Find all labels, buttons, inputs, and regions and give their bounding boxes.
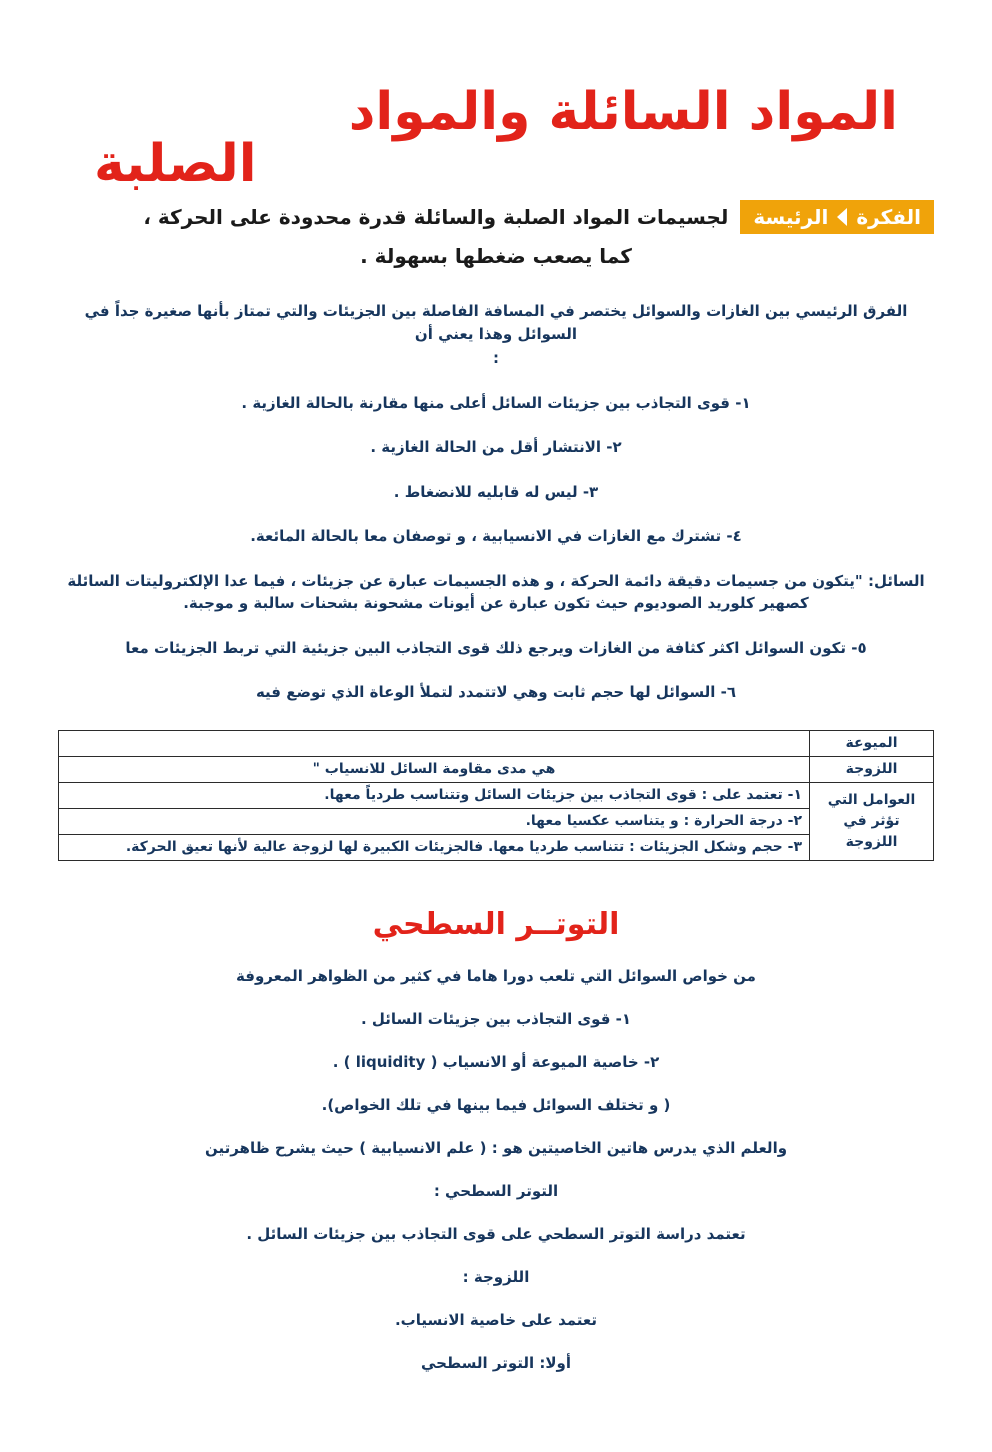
intro-colon-line: : <box>493 349 499 367</box>
surface-paragraph-4: ( و تختلف السوائل فيما بينها في تلك الخواص). <box>321 1095 671 1114</box>
row-value-factor-2: ٢- درجة الحرارة : و يتناسب عكسيا معها. <box>59 808 810 834</box>
row-value-factor-3: ٣- حجم وشكل الجزيئات : تتناسب طرديا معها. فالجزيئات الكبيرة لها لزوجة عالية لأنها تعيق الحركة. <box>59 834 810 860</box>
surface-paragraph-1: من خواص السوائل التي تلعب دورا هاما في كثير من الظواهر المعروفة <box>236 966 756 985</box>
table-row <box>59 756 934 782</box>
surface-paragraph-9: تعتمد على خاصية الانسياب. <box>394 1310 598 1329</box>
row-label-viscosity: اللزوجة <box>810 756 934 782</box>
document-title <box>94 82 898 194</box>
list-item-4: ٤- تشترك مع الغازات في الانسيابية ، و توصفان معا بالحالة المائعة. <box>250 527 742 545</box>
list-item-5: ٥- تكون السوائل اكثر كثافة من الغازات ويرجع ذلك قوى التجاذب البين جزيئية التي تربط الجزيئات معا <box>125 638 867 657</box>
surface-paragraph-5: والعلم الذي يدرس هاتين الخاصيتين هو : ( علم الانسيابية ) حيث يشرح ظاهرتين <box>204 1138 788 1157</box>
table-row <box>59 730 934 756</box>
surface-tension-heading: التوتــر السطحي <box>372 906 620 942</box>
main-idea-text-line2: كما يصعب ضغطها بسهولة . <box>360 244 632 268</box>
surface-paragraph-6: التوتر السطحي : <box>433 1181 559 1200</box>
table-row <box>59 808 934 834</box>
viscosity-table <box>58 730 934 861</box>
list-item-3: ٣- ليس له قابليه للانضغاط . <box>393 482 599 501</box>
row-value-fluidity <box>59 730 810 756</box>
surface-paragraph-7: تعتمد دراسة التوتر السطحي على قوى التجاذب بين جزيئات السائل . <box>246 1224 746 1243</box>
surface-paragraph-10: أولا: التوتر السطحي <box>421 1353 571 1372</box>
list-item-1: ١- قوى التجاذب بين جزيئات السائل أعلى منها مقارنة بالحالة الغازية . <box>241 393 751 412</box>
badge-word-first: الفكرة <box>856 205 921 229</box>
row-label-factors: العوامل التي تؤثر في اللزوجة <box>810 782 934 860</box>
document-header <box>58 82 934 268</box>
intro-paragraph: الفرق الرئيسي بين الغازات والسوائل يختصر في المسافة الفاصلة بين الجزيئات والتي تمتاز بأنها صغيرة جداً في السوائل وهذا يعني أن <box>84 302 908 343</box>
row-value-viscosity: هي مدى مقاومة السائل للانسياب " <box>59 756 810 782</box>
main-idea-row <box>58 200 934 234</box>
row-label-fluidity: الميوعة <box>810 730 934 756</box>
list-item-6: ٦- السوائل لها حجم ثابت وهي لاتتمدد لتملأ الوعاة الذي توضع فيه <box>255 683 737 701</box>
surface-tension-section <box>58 907 934 1372</box>
row-value-factor-1: ١- تعتمد على : قوى التجاذب بين جزيئات السائل وتتناسب طردياً معها. <box>59 782 810 808</box>
liquids-section <box>58 300 934 861</box>
title-line-2: الصلبة <box>94 134 257 194</box>
surface-paragraph-8: اللزوجة : <box>462 1267 530 1286</box>
table-row <box>59 782 934 808</box>
chevron-left-icon <box>837 208 847 226</box>
surface-paragraph-2: ١- قوى التجاذب بين جزيئات السائل . <box>360 1009 632 1028</box>
main-idea-text-line1: لجسيمات المواد الصلبة والسائلة قدرة محدودة على الحركة ، <box>143 204 729 229</box>
surface-paragraph-3: ٢- خاصية الميوعة أو الانسياب ( liquidity ) . <box>332 1052 660 1071</box>
badge-word-second: الرئيسة <box>753 205 829 229</box>
title-line-1: المواد السائلة والمواد <box>348 82 898 142</box>
list-item-2: ٢- الانتشار أقل من الحالة الغازية . <box>370 438 622 456</box>
table-row <box>59 834 934 860</box>
main-idea-badge <box>740 200 934 234</box>
liquid-definition: السائل: "يتكون من جسيمات دقيقة دائمة الحركة ، و هذه الجسيمات عبارة عن جزيئات ، فيما عدا الإلكتروليتات السائلة كصهير كلوريد الصوديوم حيث تكون عبارة عن أيونات مشحونة بشحنات سالبة و موجبة. <box>67 571 925 612</box>
